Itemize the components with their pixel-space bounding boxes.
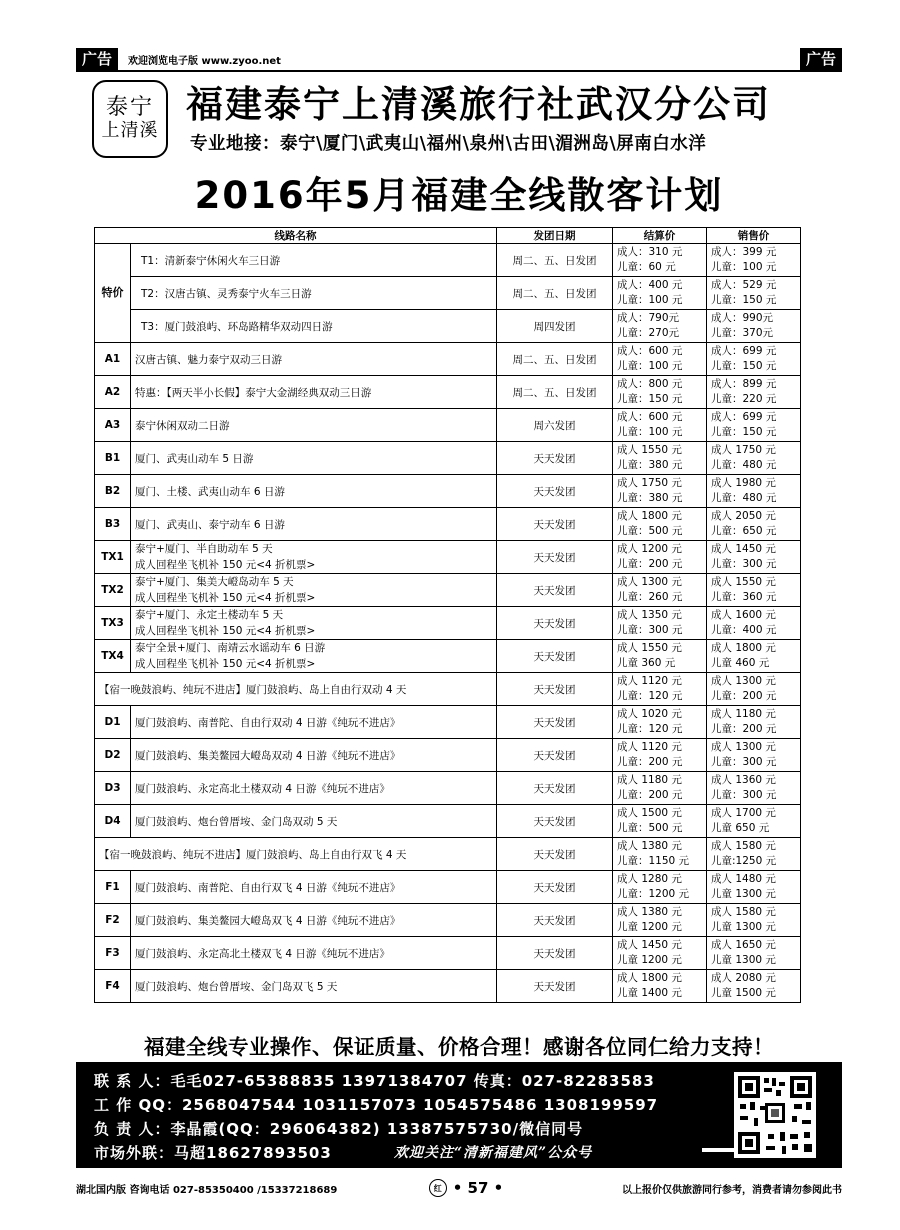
adult-price: 成人 1800 元 (617, 510, 682, 522)
route-name-line: 成人回程坐飞机补 150 元<4 折机票> (135, 658, 316, 670)
child-price: 儿童：100 元 (711, 261, 777, 273)
adult-price: 成人：790元 (617, 312, 680, 324)
adult-price: 成人：699 元 (711, 411, 777, 423)
child-price: 儿童 1300 元 (711, 921, 776, 933)
child-price: 儿童：370元 (711, 327, 774, 339)
route-name-line: 泰宁+厦门、永定土楼动车 5 天 (135, 609, 284, 621)
retail-price (707, 673, 801, 706)
retail-price (707, 244, 801, 277)
table-row (95, 673, 801, 706)
retail-price (707, 607, 801, 640)
departure-schedule: 周四发团 (497, 310, 613, 343)
adult-price: 成人 1450 元 (617, 939, 682, 951)
child-price: 儿童 360 元 (617, 657, 676, 669)
route-name: 特惠：【两天半小长假】泰宁大金湖经典双动三日游 (131, 376, 497, 409)
adult-price: 成人 1120 元 (617, 741, 682, 753)
route-name: 厦门鼓浪屿、集美鳌园大嶝岛双动 4 日游《纯玩不进店》 (131, 739, 497, 772)
retail-price (707, 277, 801, 310)
adult-price: 成人 1980 元 (711, 477, 776, 489)
retail-price (707, 541, 801, 574)
route-name: 厦门鼓浪屿、集美鳌园大嶝岛双飞 4 日游《纯玩不进店》 (131, 904, 497, 937)
adult-price: 成人：990元 (711, 312, 774, 324)
child-price: 儿童：480 元 (711, 492, 777, 504)
special-price-label: 特价 (95, 244, 131, 343)
settle-price (613, 805, 707, 838)
route-code: F1 (95, 871, 131, 904)
child-price: 儿童：480 元 (711, 459, 777, 471)
child-price: 儿童：200 元 (617, 756, 683, 768)
adult-price: 成人 1450 元 (711, 543, 776, 555)
table-row (95, 937, 801, 970)
route-name (131, 541, 497, 574)
child-price: 儿童 1200 元 (617, 921, 682, 933)
child-price: 儿童 650 元 (711, 822, 770, 834)
website-link[interactable]: 欢迎浏览电子版 www.zyoo.net (128, 55, 281, 67)
route-price-table (94, 227, 801, 1003)
table-body (95, 244, 801, 1003)
table-row (95, 805, 801, 838)
route-name: 汉唐古镇、魅力泰宁双动三日游 (131, 343, 497, 376)
adult-price: 成人 1580 元 (711, 906, 776, 918)
adult-price: 成人 1750 元 (617, 477, 682, 489)
child-price: 儿童：300 元 (711, 789, 777, 801)
child-price: 儿童 1500 元 (711, 987, 776, 999)
settle-price (613, 244, 707, 277)
adult-price: 成人 1360 元 (711, 774, 776, 786)
adult-price: 成人 1750 元 (711, 444, 776, 456)
departure-schedule: 周二、五、日发团 (497, 343, 613, 376)
child-price: 儿童：500 元 (617, 822, 683, 834)
adult-price: 成人 1020 元 (617, 708, 682, 720)
settle-price (613, 508, 707, 541)
footer-disclaimer: 以上报价仅供旅游同行参考，消费者请勿参阅此书 (622, 1184, 842, 1196)
route-code: TX4 (95, 640, 131, 673)
child-price: 儿童：380 元 (617, 459, 683, 471)
adult-price: 成人 1550 元 (617, 444, 682, 456)
route-name: 厦门鼓浪屿、南普陀、自由行双动 4 日游《纯玩不进店》 (131, 706, 497, 739)
route-name (131, 640, 497, 673)
retail-price (707, 772, 801, 805)
route-code: D1 (95, 706, 131, 739)
departure-schedule: 天天发团 (497, 640, 613, 673)
departure-schedule: 天天发团 (497, 739, 613, 772)
child-price: 儿童：650 元 (711, 525, 777, 537)
route-name (131, 574, 497, 607)
settle-price (613, 706, 707, 739)
route-name: 厦门鼓浪屿、永定高北土楼双动 4 日游《纯玩不进店》 (131, 772, 497, 805)
ad-tag-left: 广告 (76, 48, 118, 70)
adult-price: 成人 1580 元 (711, 840, 776, 852)
route-code: A2 (95, 376, 131, 409)
table-row (95, 508, 801, 541)
adult-price: 成人 1500 元 (617, 807, 682, 819)
route-name-line: 成人回程坐飞机补 150 元<4 折机票> (135, 559, 316, 571)
table-row (95, 970, 801, 1003)
departure-schedule: 天天发团 (497, 805, 613, 838)
table-row (95, 541, 801, 574)
route-code: B1 (95, 442, 131, 475)
route-name-line: 泰宁+厦门、集美大嶝岛动车 5 天 (135, 576, 294, 588)
departure-schedule: 周六发团 (497, 409, 613, 442)
settle-price (613, 310, 707, 343)
child-price: 儿童：150 元 (711, 426, 777, 438)
header-departure: 发团日期 (497, 228, 613, 244)
ad-header-bar (76, 48, 842, 70)
child-price: 儿童 460 元 (711, 657, 770, 669)
route-name: 厦门鼓浪屿、炮台曾厝垵、金门岛双动 5 天 (131, 805, 497, 838)
route-name (131, 607, 497, 640)
child-price: 儿童：200 元 (711, 723, 777, 735)
departure-schedule: 天天发团 (497, 673, 613, 706)
child-price: 儿童：270元 (617, 327, 680, 339)
route-name: 【宿一晚鼓浪屿、纯玩不进店】厦门鼓浪屿、岛上自由行双飞 4 天 (95, 838, 497, 871)
settle-price (613, 409, 707, 442)
footer-edition-info: 湖北国内版 咨询电话 027-85350400 /15337218689 (76, 1184, 338, 1196)
settle-price (613, 772, 707, 805)
child-price: 儿童：400 元 (711, 624, 777, 636)
adult-price: 成人：899 元 (711, 378, 777, 390)
child-price: 儿童：100 元 (617, 360, 683, 372)
retail-price (707, 640, 801, 673)
settle-price (613, 541, 707, 574)
table-row (95, 277, 801, 310)
route-code: F2 (95, 904, 131, 937)
route-code: F3 (95, 937, 131, 970)
header-settle-price: 结算价 (613, 228, 707, 244)
settle-price (613, 838, 707, 871)
settle-price (613, 970, 707, 1003)
contact-marketing-line: 市场外联：马超18627893503 (94, 1144, 332, 1162)
child-price: 儿童：260 元 (617, 591, 683, 603)
child-price: 儿童：300 元 (711, 756, 777, 768)
route-name-line: 泰宁全景+厦门、南靖云水谣动车 6 日游 (135, 642, 326, 654)
settle-price (613, 640, 707, 673)
header-divider (76, 70, 842, 72)
contact-qq-line: 工 作 QQ：2568047544 1031157073 1054575486 1308199597 (94, 1096, 659, 1114)
route-code: TX1 (95, 541, 131, 574)
adult-price: 成人：699 元 (711, 345, 777, 357)
table-row (95, 871, 801, 904)
child-price: 儿童：120 元 (617, 690, 683, 702)
adult-price: 成人 1550 元 (617, 642, 682, 654)
settle-price (613, 343, 707, 376)
adult-price: 成人 1600 元 (711, 609, 776, 621)
adult-price: 成人 1350 元 (617, 609, 682, 621)
child-price: 儿童：360 元 (711, 591, 777, 603)
adult-price: 成人：529 元 (711, 279, 777, 291)
table-row (95, 244, 801, 277)
departure-schedule: 周二、五、日发团 (497, 376, 613, 409)
qr-code-graphic (734, 1072, 816, 1158)
route-name: 厦门鼓浪屿、南普陀、自由行双飞 4 日游《纯玩不进店》 (131, 871, 497, 904)
route-name: T2：汉唐古镇、灵秀泰宁火车三日游 (131, 277, 497, 310)
departure-schedule: 周二、五、日发团 (497, 244, 613, 277)
adult-price: 成人 1550 元 (711, 576, 776, 588)
child-price: 儿童：120 元 (617, 723, 683, 735)
child-price: 儿童：100 元 (617, 426, 683, 438)
page-number-block (406, 1179, 526, 1197)
settle-price (613, 277, 707, 310)
logo-text-line2: 上清溪 (101, 120, 159, 141)
table-row (95, 607, 801, 640)
slogan: 福建全线专业操作、保证质量、价格合理！感谢各位同仁给力支持！ (144, 1035, 774, 1059)
route-name: 厦门鼓浪屿、炮台曾厝垵、金门岛双飞 5 天 (131, 970, 497, 1003)
route-name: T1：清新泰宁休闲火车三日游 (131, 244, 497, 277)
child-price: 儿童 1400 元 (617, 987, 682, 999)
child-price: 儿童 1200 元 (617, 954, 682, 966)
child-price: 儿童：1200 元 (617, 888, 690, 900)
adult-price: 成人：400 元 (617, 279, 683, 291)
departure-schedule: 天天发团 (497, 937, 613, 970)
adult-price: 成人 2050 元 (711, 510, 776, 522)
retail-price (707, 871, 801, 904)
page-footer (76, 1170, 842, 1206)
retail-price (707, 376, 801, 409)
settle-price (613, 574, 707, 607)
child-price: 儿童：500 元 (617, 525, 683, 537)
header-route-name: 线路名称 (95, 228, 497, 244)
adult-price: 成人 2080 元 (711, 972, 776, 984)
retail-price (707, 805, 801, 838)
adult-price: 成人 1300 元 (711, 741, 776, 753)
contact-phone-line: 联 系 人：毛毛027-65388835 13971384707 传真：027-82283583 (94, 1072, 655, 1090)
table-header-row (95, 228, 801, 244)
child-price: 儿童:1250 元 (711, 855, 777, 867)
child-price: 儿童：100 元 (617, 294, 683, 306)
retail-price (707, 442, 801, 475)
settle-price (613, 871, 707, 904)
company-logo (92, 80, 168, 158)
adult-price: 成人 1120 元 (617, 675, 682, 687)
table-row (95, 409, 801, 442)
adult-price: 成人 1380 元 (617, 906, 682, 918)
child-price: 儿童：150 元 (617, 393, 683, 405)
qr-code-icon[interactable] (734, 1072, 816, 1158)
settle-price (613, 937, 707, 970)
follow-wechat-text: 欢迎关注“清新福建风”公众号 (394, 1145, 593, 1161)
route-code: F4 (95, 970, 131, 1003)
plan-title: 2016年5月福建全线散客计划 (194, 174, 724, 217)
logo-text-line1: 泰宁 (105, 95, 154, 120)
child-price: 儿童：300 元 (617, 624, 683, 636)
retail-price (707, 475, 801, 508)
adult-price: 成人 1300 元 (711, 675, 776, 687)
table-row (95, 574, 801, 607)
child-price: 儿童：200 元 (617, 789, 683, 801)
route-name: 厦门鼓浪屿、永定高北土楼双飞 4 日游《纯玩不进店》 (131, 937, 497, 970)
route-name-line: 成人回程坐飞机补 150 元<4 折机票> (135, 625, 316, 637)
child-price: 儿童：220 元 (711, 393, 777, 405)
route-code: TX3 (95, 607, 131, 640)
table-row (95, 376, 801, 409)
contact-manager-line: 负 责 人：李晶霞(QQ：296064382) 13387575730/微信同号 (94, 1120, 584, 1138)
retail-price (707, 970, 801, 1003)
child-price: 儿童：200 元 (711, 690, 777, 702)
child-price: 儿童：300 元 (711, 558, 777, 570)
table-row (95, 475, 801, 508)
settle-price (613, 475, 707, 508)
retail-price (707, 343, 801, 376)
settle-price (613, 904, 707, 937)
retail-price (707, 739, 801, 772)
route-code: A3 (95, 409, 131, 442)
settle-price (613, 607, 707, 640)
retail-price (707, 409, 801, 442)
settle-price (613, 442, 707, 475)
adult-price: 成人：600 元 (617, 345, 683, 357)
departure-schedule: 天天发团 (497, 541, 613, 574)
adult-price: 成人 1300 元 (617, 576, 682, 588)
header-retail-price: 销售价 (707, 228, 801, 244)
adult-price: 成人 1700 元 (711, 807, 776, 819)
departure-schedule: 天天发团 (497, 838, 613, 871)
route-name: 厦门、土楼、武夷山动车 6 日游 (131, 475, 497, 508)
child-price: 儿童 1300 元 (711, 888, 776, 900)
table-row (95, 442, 801, 475)
route-code: B3 (95, 508, 131, 541)
departure-schedule: 天天发团 (497, 442, 613, 475)
route-name-line: 泰宁+厦门、半自助动车 5 天 (135, 543, 273, 555)
adult-price: 成人 1650 元 (711, 939, 776, 951)
company-name: 福建泰宁上清溪旅行社武汉分公司 (186, 82, 771, 126)
departure-schedule: 天天发团 (497, 871, 613, 904)
departure-schedule: 天天发团 (497, 904, 613, 937)
route-code: D2 (95, 739, 131, 772)
adult-price: 成人 1180 元 (711, 708, 776, 720)
adult-price: 成人 1180 元 (617, 774, 682, 786)
table-row (95, 838, 801, 871)
route-code: B2 (95, 475, 131, 508)
service-areas: 专业地接：泰宁\厦门\武夷山\福州\泉州\古田\湄洲岛\屏南白水洋 (190, 134, 707, 154)
retail-price (707, 508, 801, 541)
route-code: D3 (95, 772, 131, 805)
ad-tag-right: 广告 (800, 48, 842, 70)
retail-price (707, 706, 801, 739)
route-code: TX2 (95, 574, 131, 607)
route-name: 厦门、武夷山动车 5 日游 (131, 442, 497, 475)
route-name-line: 成人回程坐飞机补 150 元<4 折机票> (135, 592, 316, 604)
route-name: 【宿一晚鼓浪屿、纯玩不进店】厦门鼓浪屿、岛上自由行双动 4 天 (95, 673, 497, 706)
route-name: T3：厦门鼓浪屿、环岛路精华双动四日游 (131, 310, 497, 343)
settle-price (613, 739, 707, 772)
edition-badge-icon: 红 (429, 1179, 447, 1197)
adult-price: 成人：399 元 (711, 246, 777, 258)
adult-price: 成人 1480 元 (711, 873, 776, 885)
settle-price (613, 376, 707, 409)
table-row (95, 343, 801, 376)
child-price: 儿童：60 元 (617, 261, 676, 273)
child-price: 儿童：1150 元 (617, 855, 690, 867)
route-code: A1 (95, 343, 131, 376)
departure-schedule: 天天发团 (497, 607, 613, 640)
page-number: • 57 • (452, 1179, 504, 1197)
table-row (95, 640, 801, 673)
adult-price: 成人：310 元 (617, 246, 683, 258)
departure-schedule: 天天发团 (497, 574, 613, 607)
child-price: 儿童 1300 元 (711, 954, 776, 966)
departure-schedule: 天天发团 (497, 772, 613, 805)
departure-schedule: 周二、五、日发团 (497, 277, 613, 310)
child-price: 儿童：150 元 (711, 294, 777, 306)
adult-price: 成人：800 元 (617, 378, 683, 390)
table-row (95, 739, 801, 772)
retail-price (707, 310, 801, 343)
contact-panel (76, 1062, 842, 1168)
retail-price (707, 904, 801, 937)
departure-schedule: 天天发团 (497, 706, 613, 739)
child-price: 儿童：380 元 (617, 492, 683, 504)
adult-price: 成人 1380 元 (617, 840, 682, 852)
table-row (95, 310, 801, 343)
adult-price: 成人 1800 元 (617, 972, 682, 984)
child-price: 儿童：200 元 (617, 558, 683, 570)
adult-price: 成人 1280 元 (617, 873, 682, 885)
adult-price: 成人：600 元 (617, 411, 683, 423)
adult-price: 成人 1800 元 (711, 642, 776, 654)
table-row (95, 706, 801, 739)
departure-schedule: 天天发团 (497, 508, 613, 541)
retail-price (707, 937, 801, 970)
retail-price (707, 838, 801, 871)
settle-price (613, 673, 707, 706)
table-row (95, 772, 801, 805)
departure-schedule: 天天发团 (497, 970, 613, 1003)
retail-price (707, 574, 801, 607)
child-price: 儿童：150 元 (711, 360, 777, 372)
route-name: 泰宁休闲双动二日游 (131, 409, 497, 442)
route-name: 厦门、武夷山、泰宁动车 6 日游 (131, 508, 497, 541)
route-code: D4 (95, 805, 131, 838)
adult-price: 成人 1200 元 (617, 543, 682, 555)
table-row (95, 904, 801, 937)
departure-schedule: 天天发团 (497, 475, 613, 508)
